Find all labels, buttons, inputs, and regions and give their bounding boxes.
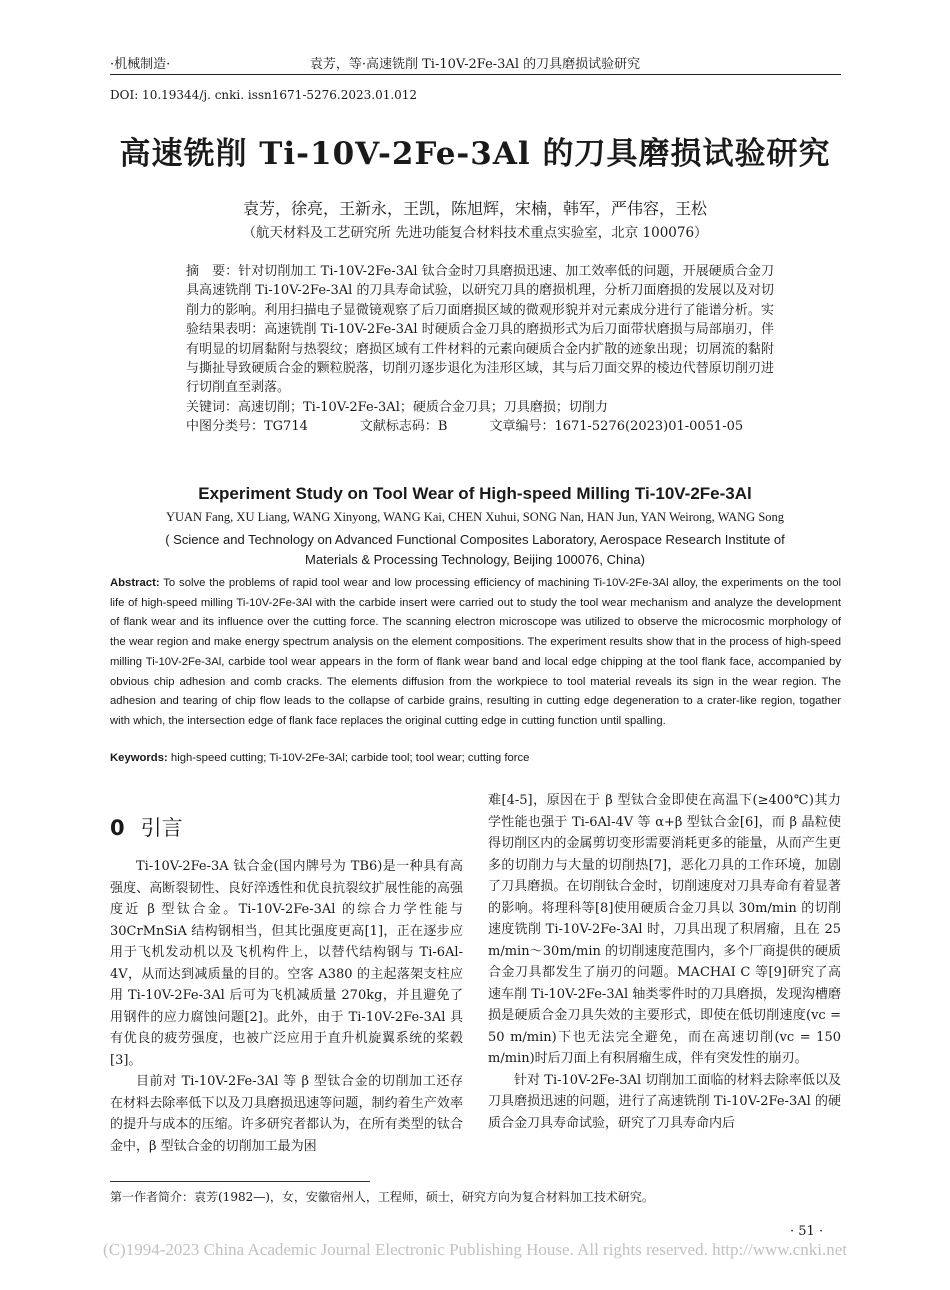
english-affiliation-line2: Materials & Processing Technology, Beijing 100076, China) xyxy=(305,552,645,567)
clc-number: 中图分类号：TG714 xyxy=(186,419,308,435)
section-title: 引言 xyxy=(140,816,183,840)
body-paragraph: 针对 Ti-10V-2Fe-3Al 切削加工面临的材料去除率低以及刀具磨损迅速的问题，进行了高速铣削 Ti-10V-2Fe-3Al 的硬质合金刀具寿命试验，研究了刀具寿命内后 xyxy=(488,1072,841,1131)
english-abstract xyxy=(110,574,841,732)
footnote-rule xyxy=(110,1181,370,1182)
doi: DOI: 10.19344/j. cnki. issn1671-5276.2023.01.012 xyxy=(110,88,418,102)
english-title: Experiment Study on Tool Wear of High-speed Milling Ti-10V-2Fe-3Al xyxy=(198,484,752,503)
body-paragraph: Ti-10V-2Fe-3A 钛合金(国内牌号为 TB6)是一种具有高强度、高断裂韧性、良好淬透性和优良抗裂纹扩展性能的高强度近 β 型钛合金。Ti-10V-2Fe-3Al 的综合力学性能与 30CrMnSiA 结构钢相当，但其比强度更高[1]，正在逐步应用于飞机发动机以及飞机构件上，以替代结构钢与 Ti-6Al-4V，从而达到减质量的目的。空客 A380 的主起落架支柱应用 Ti-10V-2Fe-3Al 后可为飞机减质量 270kg，并且避免了用钢件的应力腐蚀问题[2]。此外，由于 Ti-10V-2Fe-3Al 具有优良的疲劳强度，也被广泛应用于直升机旋翼系统的桨毂[3]。 xyxy=(110,859,463,1068)
english-affiliation xyxy=(120,530,830,570)
english-authors: YUAN Fang, XU Liang, WANG Xinyong, WANG Kai, CHEN Xuhui, SONG Nan, HAN Jun, YAN Weirong, WANG Song xyxy=(165,510,785,524)
english-abstract-label: Abstract: xyxy=(110,577,160,589)
abstract-text: 针对切削加工 Ti-10V-2Fe-3Al 钛合金时刀具磨损迅速、加工效率低的问题，开展硬质合金刀具高速铣削 Ti-10V-2Fe-3Al 的刀具寿命试验，以研究刀具的磨损机理，分析刀面磨损的发展以及对切削力的影响。利用扫描电子显微镜观察了后刀面磨损区域的微观形貌并对元素成分进行了能谱分析。实验结果表明：高速铣削 Ti-10V-2Fe-3Al 时硬质合金刀具的磨损形式为后刀面带状磨损与局部崩刃，伴有明显的切屑黏附与热裂纹；磨损区域有工件材料的元素向硬质合金内扩散的迹象出现；切屑流的黏附与撕扯导致硬质合金的颗粒脱落，切削刃逐步退化为洼形区域，其与后刀面交界的棱边代替原切削刃进行切削直至剥落。 xyxy=(186,264,774,396)
section-number: 0 xyxy=(110,816,125,840)
running-title: 袁芳，等·高速铣削 Ti-10V-2Fe-3Al 的刀具磨损试验研究 xyxy=(309,56,641,72)
english-abstract-text: To solve the problems of rapid tool wear and low processing efficiency of machining Ti-10V-2Fe-3Al alloy, the experiments on the tool life of high-speed milling Ti-10V-2Fe-3Al with the carbide insert were carried out to study the tool wear mechanism and analyze the development of flank wear and its influence over the cutting force. The scanning electron microscope was utilized to observe the microcosmic morphology of the wear region and make energy spectrum analysis on the element compositions. The experiment results show that in the process of high-speed milling Ti-10V-2Fe-3Al, carbide tool wear appears in the form of flank wear band and local edge chipping at the tool flank face, accompanied by obvious chip adhesion and comb cracks. The elements diffusion from the workpiece to tool material reveals its sign in the wear region. The adhesion and tearing of chip flow leads to the collapse of carbide grains, resulting in cutting edge degeneration to a crater-like region, togather with which, the intersection edge of flank face replaces the original cutting edge in cutting function until spalling. xyxy=(110,577,841,727)
english-keywords-text: high-speed cutting; Ti-10V-2Fe-3Al; carbide tool; tool wear; cutting force xyxy=(170,752,530,764)
english-keywords xyxy=(110,752,529,764)
english-abstract-paragraph xyxy=(110,574,841,732)
keywords-text: 高速切削；Ti-10V-2Fe-3Al；硬质合金刀具；刀具磨损；切削力 xyxy=(238,399,608,415)
affiliation: （航天材料及工艺研究所 先进功能复合材料技术重点实验室，北京 100076） xyxy=(242,225,708,241)
body-left-column xyxy=(110,856,463,1157)
header-rule xyxy=(110,74,841,75)
article-number: 文章编号：1671-5276(2023)01-0051-05 xyxy=(489,419,744,435)
body-right-column xyxy=(488,790,841,1134)
copyright-watermark: (C)1994-2023 China Academic Journal Electronic Publishing House. All rights reserved. http://www.cnki.net xyxy=(103,1240,847,1259)
journal-section: ·机械制造· xyxy=(110,56,171,72)
keywords-line xyxy=(186,398,774,417)
document-code: 文献标志码：B xyxy=(359,419,448,435)
page-number: · 51 · xyxy=(790,1224,824,1239)
section-heading xyxy=(110,812,183,842)
body-paragraph: 难[4-5]，原因在于 β 型钛合金即使在高温下(≥400℃)其力学性能也强于 Ti-6Al-4V 等 α+β 型钛合金[6]，而 β 晶粒使得切削区内的金属剪切变形需要消耗更多的能量，从而产生更多的切削力与大量的切削热[7]，恶化刀具的工作环境，加剧了刀具磨损。在切削钛合金时，切削速度对刀具寿命有着显著的影响。将理科等[8]使用硬质合金刀具以 30m/min 的切削速度铣削 Ti-10V-2Fe-3Al 时，刀具出现了积屑瘤，且在 25 m/min～30m/min 的切削速度范围内，多个厂商提供的硬质合金刀具都发生了崩刃的问题。MACHAI C 等[9]研究了高速车削 Ti-10V-2Fe-3Al 轴类零件时的刀具磨损，发现沟槽磨损是硬质合金刀具失效的主要形式，即使在低切削速度(vc = 50 m/min)下也无法完全避免，而在高速切削(vc = 150 m/min)时后刀面上有积屑瘤生成，伴有突发性的崩刃。 xyxy=(488,793,841,1066)
keywords-label: 关键词： xyxy=(186,399,239,415)
footnote: 第一作者简介：袁芳(1982—)，女，安徽宿州人，工程师，硕士，研究方向为复合材料加工技术研究。 xyxy=(110,1190,654,1204)
authors: 袁芳，徐亮，王新永，王凯，陈旭辉，宋楠，韩军，严伟容，王松 xyxy=(242,199,707,218)
body-paragraph: 目前对 Ti-10V-2Fe-3Al 等 β 型钛合金的切削加工还存在材料去除率低下以及刀具磨损迅速等问题，制约着生产效率的提升与成本的压缩。许多研究者都认为，在所有类型的钛合金中，β 型钛合金的切削加工最为困 xyxy=(110,1074,463,1154)
chinese-abstract xyxy=(186,262,774,437)
paper-title: 高速铣削 Ti-10V-2Fe-3Al 的刀具磨损试验研究 xyxy=(119,136,831,172)
classification-line xyxy=(186,417,774,436)
english-affiliation-line1: ( Science and Technology on Advanced Functional Composites Laboratory, Aerospace Research Institute of xyxy=(165,532,785,547)
abstract-paragraph xyxy=(186,262,774,398)
abstract-label: 摘 要： xyxy=(186,264,239,279)
english-keywords-label: Keywords: xyxy=(110,752,168,764)
running-header xyxy=(110,52,840,72)
